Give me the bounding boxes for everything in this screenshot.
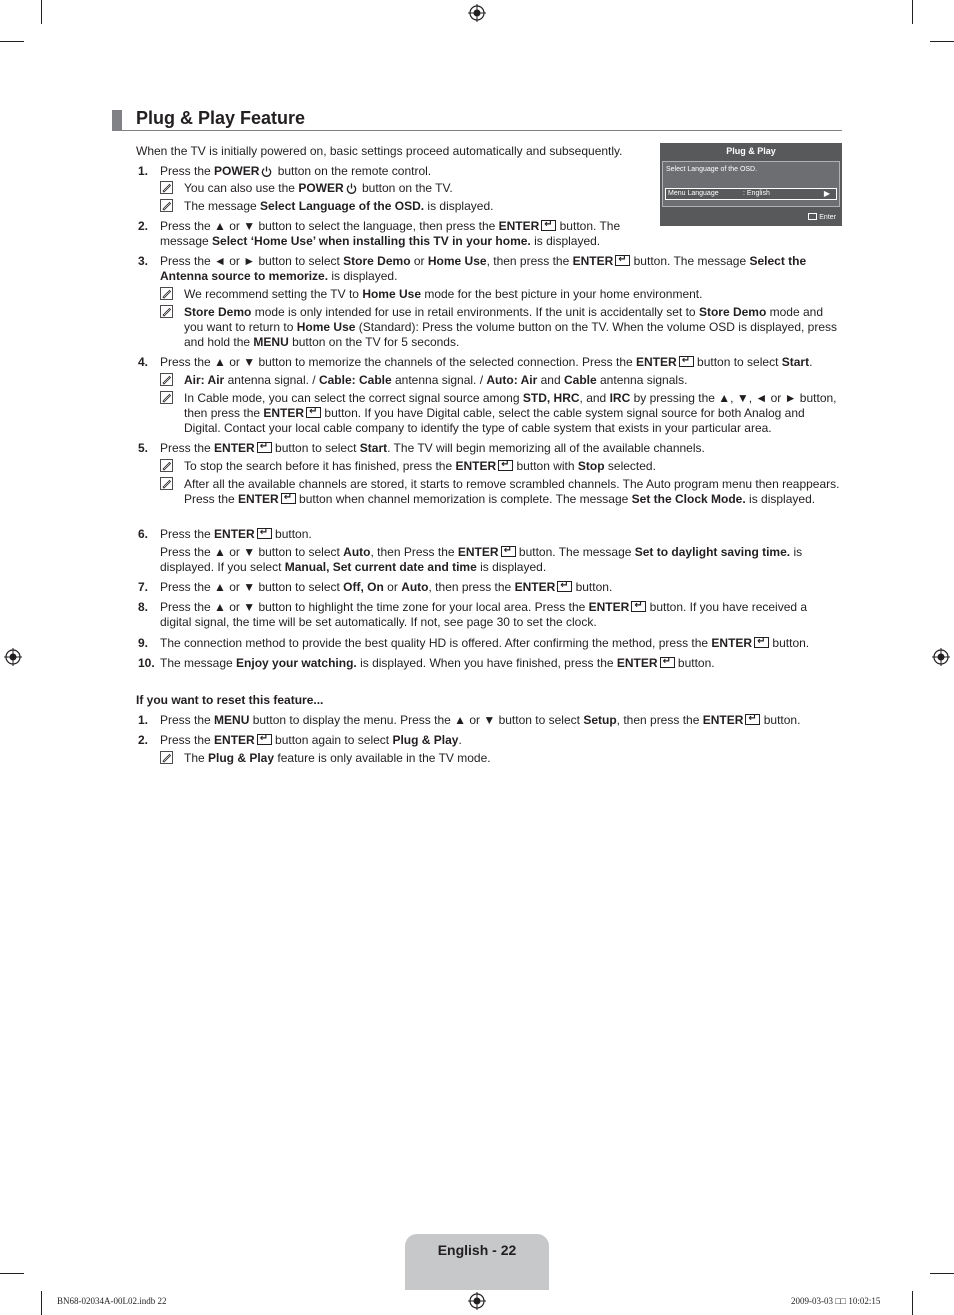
step-number: 4. — [138, 355, 149, 369]
crop-mark — [930, 1273, 954, 1274]
note-icon — [160, 181, 173, 194]
step-2-text: Press the ▲ or ▼ button to select the language, then press the ENTER↵ button. The message Select ‘Home Use’ when installing this TV in your home. is displayed. — [160, 219, 650, 249]
osd-footer-label: Enter — [819, 214, 836, 221]
osd-menu-language-row — [665, 188, 837, 200]
step-number: 1. — [138, 164, 149, 178]
registration-mark-icon — [4, 648, 22, 666]
step-9-text: The connection method to provide the best quality HD is offered. After confirming the method, press the ENTER↵ button. — [160, 636, 840, 651]
step-3-text: Press the ◄ or ► button to select Store Demo or Home Use, then press the ENTER↵ button. The message Select the Antenna source to memorize. is displayed. — [160, 254, 840, 284]
heading-bar — [112, 110, 122, 131]
enter-icon — [557, 581, 572, 592]
arrow-right-icon: ▶ — [823, 189, 830, 198]
note-icon — [160, 199, 173, 212]
enter-icon — [679, 356, 694, 367]
enter-icon — [257, 442, 272, 453]
step-7-text: Press the ▲ or ▼ button to select Off, On or Auto, then press the ENTER↵ button. — [160, 580, 840, 595]
note-icon — [160, 287, 173, 300]
step-5-note-1: To stop the search before it has finished, press the ENTER↵ button with Stop selected. — [184, 459, 840, 474]
crop-mark — [41, 0, 42, 24]
crop-mark — [912, 1291, 913, 1315]
crop-mark — [0, 1273, 24, 1274]
osd-panel — [662, 161, 840, 207]
intro-text: When the TV is initially powered on, basic settings proceed automatically and subsequently. — [136, 144, 623, 158]
reset-step-2-note: The Plug & Play feature is only available in the TV mode. — [184, 751, 491, 765]
step-5-text: Press the ENTER↵ button to select Start. The TV will begin memorizing all of the available channels. — [160, 441, 840, 456]
note-icon — [160, 477, 173, 490]
step-6-text-2: Press the ▲ or ▼ button to select Auto, then Press the ENTER↵ button. The message Set to daylight saving time. is displayed. If you select Manual, Set current date and time is displayed. — [160, 545, 840, 575]
step-6-text: Press the ENTER↵ button. — [160, 527, 840, 542]
print-file-label: BN68-02034A-00L02.indb 22 — [57, 1296, 167, 1306]
step-number: 9. — [138, 636, 149, 650]
step-1-note-1: You can also use the POWER button on the TV. — [184, 181, 453, 195]
step-3-note-2: Store Demo mode is only intended for use in retail environments. If the unit is accidentally set to Store Demo mode and you want to return to Home Use (Standard): Press the volume button on the TV. When the volume OSD is displayed, press and hold the MENU button on the TV for 5 seconds. — [184, 305, 838, 349]
enter-icon — [306, 407, 321, 418]
step-4-note-2: In Cable mode, you can select the correct signal source among STD, HRC, and IRC by pressing the ▲, ▼, ◄ or ► button, then press the ENTER↵ button. If you have Digital cable, select the cable system signal source for both Analog and Digital. Contact your local cable company to identify the type of cable system that exists in your particular area. — [184, 391, 840, 436]
step-8-text: Press the ▲ or ▼ button to highlight the time zone for your local area. Press the ENTER↵ button. If you have received a digital signal, the time will be set automatically. If not, see page 30 to set the clock. — [160, 600, 840, 630]
osd-footer — [808, 213, 836, 221]
reset-step-2-text: Press the ENTER↵ button again to select Plug & Play. — [160, 733, 840, 748]
crop-mark — [41, 1291, 42, 1315]
print-timestamp: 2009-03-03 □□ 10:02:15 — [791, 1296, 881, 1306]
registration-mark-icon — [468, 4, 486, 22]
enter-icon — [808, 213, 817, 220]
crop-mark — [0, 41, 24, 42]
enter-icon — [281, 493, 296, 504]
note-icon — [160, 373, 173, 386]
step-number: 1. — [138, 713, 149, 727]
step-number: 7. — [138, 580, 149, 594]
step-number: 2. — [138, 733, 149, 747]
step-number: 6. — [138, 527, 149, 541]
osd-row-label: Menu Language — [668, 190, 719, 197]
enter-icon — [745, 714, 760, 725]
note-icon — [160, 391, 173, 404]
enter-icon — [541, 220, 556, 231]
step-1-note-2: The message Select Language of the OSD. is displayed. — [184, 199, 494, 213]
enter-icon — [631, 601, 646, 612]
osd-title: Plug & Play — [726, 146, 776, 156]
reset-heading: If you want to reset this feature... — [136, 693, 324, 707]
step-4-note-1: Air: Air antenna signal. / Cable: Cable antenna signal. / Auto: Air and Cable antenna signals. — [184, 373, 688, 387]
enter-icon — [615, 255, 630, 266]
registration-mark-icon — [932, 648, 950, 666]
page-title: Plug & Play Feature — [136, 108, 306, 128]
note-icon — [160, 751, 173, 764]
power-icon — [346, 183, 357, 194]
step-5-note-2: After all the available channels are stored, it starts to remove scrambled channels. The Auto program menu then reappears. Press the ENTER↵ button when channel memorization is complete. The message Set the Clock Mode. is displayed. — [184, 477, 840, 507]
crop-mark — [912, 0, 913, 24]
heading-rule — [112, 130, 842, 131]
power-icon — [261, 166, 272, 177]
enter-icon — [257, 528, 272, 539]
page-number: English - 22 — [437, 1242, 517, 1258]
registration-mark-icon — [468, 1292, 486, 1310]
step-4-text: Press the ▲ or ▼ button to memorize the channels of the selected connection. Press the ENTER↵ button to select Start. — [160, 355, 840, 370]
osd-message: Select Language of the OSD. — [666, 166, 758, 173]
step-1-text: Press the POWER button on the remote control. — [160, 164, 432, 178]
osd-row-value: : English — [743, 190, 770, 197]
note-icon — [160, 459, 173, 472]
enter-icon — [501, 546, 516, 557]
step-3-note-1: We recommend setting the TV to Home Use mode for the best picture in your home environment. — [184, 287, 703, 301]
enter-icon — [257, 734, 272, 745]
reset-step-1-text: Press the MENU button to display the menu. Press the ▲ or ▼ button to select Setup, then press the ENTER↵ button. — [160, 713, 840, 728]
step-number: 5. — [138, 441, 149, 455]
crop-mark — [930, 41, 954, 42]
note-icon — [160, 305, 173, 318]
enter-icon — [498, 460, 513, 471]
enter-icon — [660, 657, 675, 668]
step-10-text: The message Enjoy your watching. is displayed. When you have finished, press the ENTER↵ button. — [160, 656, 840, 671]
step-number: 10. — [138, 656, 155, 670]
step-number: 2. — [138, 219, 149, 233]
step-number: 3. — [138, 254, 149, 268]
enter-icon — [754, 637, 769, 648]
step-number: 8. — [138, 600, 149, 614]
osd-screen — [660, 143, 842, 226]
